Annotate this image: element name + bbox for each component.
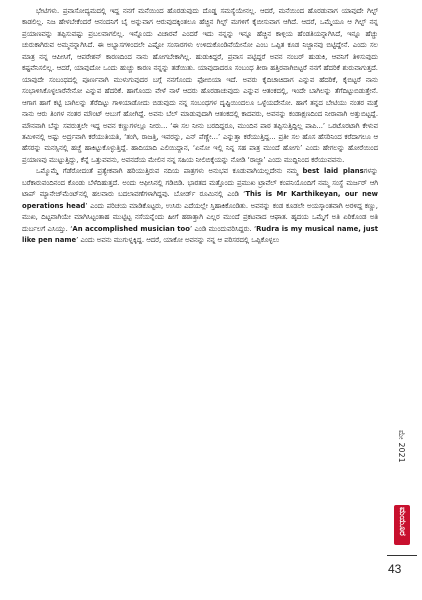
paragraph-2: ಒಮ್ಮೊಮ್ಮೆ ಗೆಡೆರೋದಂತೆ ಪ್ರತ್ಯೇಕವಾಗಿ ಹರಿಯುತ್ತಿರುವ ನದಿಯ ಪಾತ್ರಗಳು ಅನುಭವ ಕೂಡುವಾಗಿಯಲ್ಲದೇನು ನಮ್ಮ best laid plansಗಳನ್ನು ಬರೆಕಾರುವಂದಿನಂದ ಕೊಂಡು ಬೆಳೆದಿಹುತ್ತದೆ. ಅಂದು ಆಫೀಸಿನಲ್ಲಿ ಗಡಿಬಿಡಿ. ಭಾರತದ ಮತ್ತೊಂದು ಪ್ರಮುಖ ಟ್ರಾವೆಲ್ ಕಂಪನಿಯೊಂದಿಗೆ ನಮ್ಮ ಸಂಸ್ಥೆ ಮರ್ಜರ್ ಆಗಿ ಟಾಪ್ ಮ್ಯಾನೇಜ್‌ಮೆಂಟ್‌ನಲ್ಲಿ ಹಲವಾರು ಬದಲಾವಣೆಗಳಾಗಿದ್ದವು. ಬೋರ್ಡ್ ರೂಮಿನಲ್ಲಿ ಎಂಡಿ ‘This is Mr Karthikeyan, our new operations head’ ಎಂದು ಪರಿಚಯ ಮಾಡಿಕೊಟ್ಟರು, ಉಸಿರು ಎದೆಯಲ್ಲೇ ಸ್ತಿಹಾಕಿಕೊಂಡಿತು. ಅವನನ್ನು ಕಂಡ ಕೂಡಲೇ ಅಯಸ್ಕಾಂತವಾಗಿ ಅರಳಿದ್ದ ಕಣ್ಣು, ಮುಖ, ದಿಟ್ಟವಾಗಿಯೇ ಮಾಗಿಸಿಟ್ಟಂತಾಹ ಮುಟ್ಟಿಟ್ಟ ನಸೆಯನ್ನೆಂದು ಹೀಗೆ ಹಠಾತ್ತಾಗಿ ಎಲ್ಲರ ಮುಂದೆ ಪ್ರಕಟವಾದ ಆಘಾತ. ಹೃದಯ ಒಮ್ಮೆಗೆ ಅತಿ ಏರಿಕೊಂಡ ಅತಿ ದುರ್ಬಲಗೆ ಎಸಿಯ್ತು. ‘An accomplished musician too’ ಎಂಡಿ ಮುಂದುವರಿಸಿದ್ದರು. ‘Rudra is my musical name, just like pen name’ ಎಂದು ಅವನು ಮುಗುಳ್ನಕ್ಕಿದ್ದ. ಆದರೆ, ಯಾಕೋ ಅವನನ್ನು ನನ್ನ ಆ ಪರಿಸರದಲ್ಲಿ ಒಪ್ಪಿಕೊಳ್ಳಲು bbox=[22, 167, 378, 245]
issue-date: ಮೇ 2021 bbox=[397, 430, 406, 463]
magazine-logo-text: ಮಯೂರ bbox=[397, 507, 407, 536]
footer-divider bbox=[387, 555, 417, 556]
article-body bbox=[22, 6, 378, 580]
paragraph-1: ಭೇಟಿಗಳು. ಪ್ರವಾಸೋದ್ಯಮದಲ್ಲಿ ಇದ್ದ ನನಗೆ ಮನೆಯಿಂದ ಹೊರಡುವುದು ದೊಡ್ಡ ಸಮಸ್ಯೆಯೇನಲ್ಲ. ಆದರೆ, ಮನೆಯಿಂದ ಹೊರಡುವಾಗ ಯಾವುದೇ ಗಿಲ್ಟ್ ಕಾಡಲಿಲ್ಲ. ನಿಜ ಹೇಳಬೇಕೆಂದರೆ ಆನಂದನಿಗೆ ಬೈ ಅನ್ನುವಾಗ ಆರುವುದಕ್ಕಿಂತಲೂ ಹೆಚ್ಚಿನ ಗಿಲ್ಟ್ ಮಗಳಿಗೆ ಕೈಬೀಸುವಾಗ ಆಗಿದೆ. ಆದರೆ, ಒಮ್ಮೆಯೂ ಆ ಗಿಲ್ಟ್ ನನ್ನ ಪ್ರಯಾಣವನ್ನು ತಪ್ಪಿಸುವಷ್ಟು ಪ್ರಬಲವಾಗಲಿಲ್ಲ. ಇನ್ನೊಂದು ವಿಚಾರವೆ ಎಂದರೆ ಇದು ನನ್ನನ್ನು ಇನ್ನೂ ಹೆಚ್ಚಿನ ಕಾಳ್ಗಿಯ ಹೆಂಡತಿಯನ್ನಾಗಿಸಿದೆ, ಇನ್ನೂ ಹೆಚ್ಚು ಚುರುಕಾಗಿರುವ ಅಮ್ಮನನ್ನಾಗಿಸಿದೆ. ಈ ಅಭ್ಯಾಸಗಳಿಂದಲೇ ಎಷ್ಟೋ ಸಂಸಾರಗಳು ಉಳಿದುಕೊಂಡಿವೆಯೇನೋ ಎಂಬ ಒಪ್ಪಿತ ಕೂಡ ನಿಜ್ಜಾನವು ಬಿಟ್ಟಿದ್ದೇನೆ. ಎಂದು ಸಲ ಮಾತ್ರ ನನ್ನ ಆಪೀಸಿಗೆ, ಆಪರೇಶನ್ ಕಾರಣದಿಂದ ನಾನು ಹೋಗಬೇಕಾಗಿಲ್ಲ. ಹುಡುಕಿದ್ದರೆ, ಪ್ರವಾಸ ಪಟ್ಟಿದ್ದರೆ ಅವನ ನಂಬರ್ ಹುಡುಕಿ, ಆವನಿಗೆ ತಿಳಿಸುವುದು ಕಷ್ಟವೆನಿಸಲಿಲ್ಲ. ಆದರೆ, ಯಾವುದೋ ಒಂದು ಹುಚ್ಚು ಕಾರಣ ನನ್ನನ್ನು ತಡೆಯಿತು. ಯಾವುದಾದರೂ ಸಂಬಂಧ ತೀರಾ ಹತ್ತಿರವಾಗಿಬಿಟ್ಟರೆ ನನಗೆ ಹೆದರಿಕೆ ಶುರುವಾಗುತ್ತದೆ. ಯಾವುದೇ ಸಂಬಂಧದಲ್ಲಿ ಪೂರ್ಣವಾಗಿ ಮುಳುಗುವುದರ ಬಗ್ಗೆ ನನಗೊಂದು ಫೋಬಿಯಾ ಇದೆ. ಅವರು ಕೈದಿಚಾಚಿದಾಗ ಎನ್ನುವ ಹೆದರಿಕೆ, ಕೈಬಿಟ್ಟರೆ ನಾನು ಸಂಭಾಳಿಸಿಕೊಳ್ಳಲಾರೆನೇನೋ ಎನ್ನುವ ಹೆದರಿಕೆ. ಹಾಗೊಂದು ವೇಳೆ ನಾಳೆ ಆದರು ಹೊರಡಾಚುವುದು ಎನ್ನುವ ಆತಂಕದಲ್ಲಿ, ಇಂದೇ ಬಾಗಿಲನ್ನು ತೆಗೆದಿಟ್ಟುಬಿಡುತ್ತೇನೆ. ಆಗಾಗ ಹಾಗೆ ಕಟ್ಟಿ ಬಾಗಿಲನ್ನು ತೆರೆದಿಟ್ಟು ಗಾಳಿಯಾಡೋದು ಬಿಡುವುದು ನನ್ನ ಸಂಬಂಧಗಳ ದೃಷ್ಟಿಯಿಂದಲೂ ಒಳ್ಳೆಯದೇನೋ. ಹಾಗೆ ತನ್ನದ ಬೇಟಿಯು ನಂತರ ಮತ್ತೆ ನಾನು ಆರು ತಿಂಗಳ ನಂತರ ಮೌಂಟ್ ಆಬುಗೆ ಹೋಗಿದ್ದೆ. ಅವನು ಬೆಲ್ ಮಾಡುವುದಾಗಿ ಆತಂಕದಲ್ಲಿ ಕಾದವರು, ಅವನನ್ನು ಕಂಡಾಕ್ಷಣದಿಂದ ನೀರಾವಾಗಿ ಅತ್ತುಬಿಟ್ಟದ್ದೆ. ಮೌನವಾಗಿ ಬೆನ್ನು ಸವರುತ್ತಲೇ ಇದ್ದ ಅವನ ಕಣ್ಣುಗಳಲ್ಲೂ ನೀರು... ‘ಈ ಸಲ ನೀನು ಬರದಿದ್ದರೂ, ಮುಂದಿನ ಪಾಠ ತಪ್ಪಿಸುತ್ತಿದ್ದಿಲ್ಲ ಪಾಪಿ...’ ಒರಟೊರಟಾಗಿ ಕೇಳುವ ತಮಿಳಿನಲ್ಲಿ ಅಷ್ಟು ಅರ್ದ್ರವಾಗಿ ಕರೆಯುತಿಯತಿ, ‘ತಂಗಿ, ರಾಜತ್ತಿ, ಇವರನ್ನು, ಎನ್ ಪೆಣ್ಣೇ...’ ಎನ್ನುತ್ತಾ ಕರೆಯುತ್ತಿದ್ದ... ಪ್ರತೀ ಸಲ ಹೊಸ ಹೆಸರಿನಿಂದ ಕರೆದಾಗಲೂ ಆ ಹೆಸರನ್ನು ಮನಸ್ಸಿನಲ್ಲಿ ಹಚ್ಚೆ ಹಾಕಿಟ್ಟುಕೊಳ್ಳುತ್ತಿದ್ದೆ. ಹಾದಿಯಾದಿ ಎಲಿಯಿದ್ದಾನ, ‘ಏನೋ ಇಲ್ಲಿ ನಿನ್ನ ಸಹ ಪಾತ್ರ ಮುಂದೆ ಹೋಗು’ ಎಂದು ಹೇಗಲನ್ನು ಹೋರೆಯಿಂದ ಪ್ರಯಾಣವು ಮುಟ್ಟುತ್ತಿದ್ದು, ಕೆನ್ನೆ ಒತ್ತುವವನು, ಅವನದೆಯ ಮೇಲಿನ ನನ್ನ ಸಹಿಯ ನೀಲಿಬಿಕ್ಕೆಯನ್ನು ನೋಡಿ ‘ರಾಜ್ಜಾ’ ಎಂದು ಮುದ್ದಿನಿಂದ ಕರೆಯುವವನು. bbox=[22, 7, 378, 164]
magazine-logo bbox=[394, 505, 410, 545]
page-number: 43 bbox=[388, 562, 402, 576]
